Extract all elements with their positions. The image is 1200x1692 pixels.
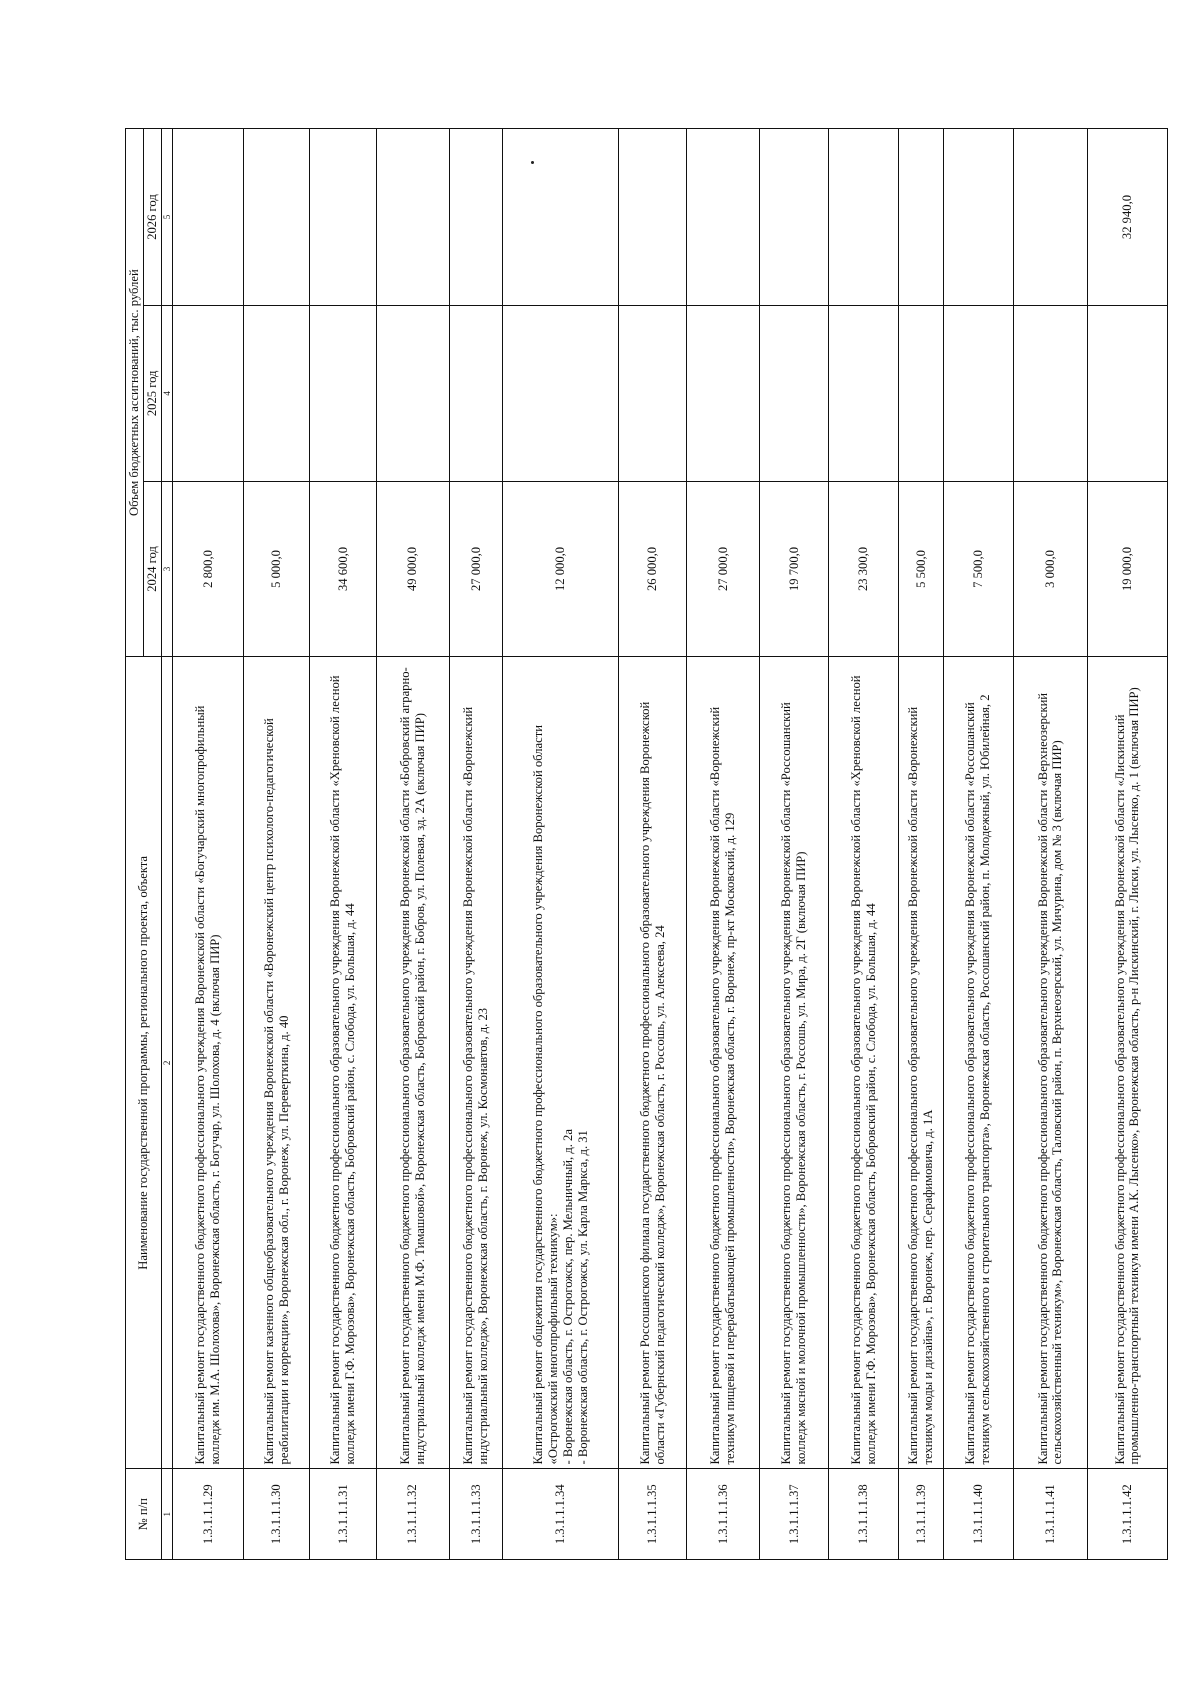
- index-cell: 1: [161, 1469, 172, 1560]
- table-row: [899, 129, 943, 1560]
- row-number: 1.3.1.1.1.41: [1013, 1469, 1087, 1560]
- object-name: [619, 657, 687, 1469]
- object-name: [244, 657, 310, 1469]
- value-y2025: [449, 306, 503, 482]
- table-row: [943, 129, 1013, 1560]
- index-cell: 2: [161, 657, 172, 1469]
- value-y2025: [1013, 306, 1087, 482]
- address-line: - Воронежская область, г. Острогожск, ул. Карла Маркса, д. 31: [575, 1130, 590, 1465]
- header-2024: 2024 год: [144, 481, 162, 657]
- object-name-text: Капитальный ремонт государственного бюджетного профессионального образовательного учреждения Воронежской области «Верхнеозерский сельскохозяйственный техникум», Воронежская область, Таловский район, п. Верхнеозерский, ул. Мичурина, дом № 3 (включая ПИР): [1035, 692, 1065, 1465]
- index-cell: 5: [161, 129, 172, 306]
- value-y2026: [899, 129, 943, 306]
- value-y2024: 3 000,0: [1013, 481, 1087, 657]
- value-y2026: [172, 129, 244, 306]
- value-y2025: [619, 306, 687, 482]
- value-y2026: [619, 129, 687, 306]
- value-y2025: [503, 306, 619, 482]
- value-y2024: 7 500,0: [943, 481, 1013, 657]
- value-y2026: [943, 129, 1013, 306]
- object-name-text: Капитальный ремонт Россошанского филиала государственного бюджетного профессионального образовательного учреждения Воронежской области «Губернский педагогический колледж», Воронежская область, г. Россошь, ул. Алексеева, 24: [637, 701, 667, 1465]
- value-y2024: 2 800,0: [172, 481, 244, 657]
- value-y2025: [899, 306, 943, 482]
- value-y2024: 5 000,0: [244, 481, 310, 657]
- object-name: [172, 657, 244, 1469]
- table-row: [172, 129, 244, 1560]
- table-row: [310, 129, 377, 1560]
- object-name-text: Капитальный ремонт государственного бюджетного профессионального учреждения Воронежской области «Богучарский многопрофильный колледж им. М.А. Шолохова», Воронежская область, г. Богучар, ул. Шолохова, д. 4 (включая ПИР): [193, 705, 223, 1465]
- object-name-text: Капитальный ремонт государственного бюджетного профессионального образовательного учреждения Воронежской области «Хреновской лесной колледж имени Г.Ф. Морозова», Воронежская область, Бобровский район, с. Слобода, ул. Большая, д. 44: [328, 675, 357, 1465]
- table-row: [376, 129, 449, 1560]
- header-budget-group: Объем бюджетных ассигнований, тыс. рублей: [126, 129, 144, 657]
- value-y2025: [1087, 306, 1167, 482]
- value-y2025: [687, 306, 760, 482]
- row-number: 1.3.1.1.1.39: [899, 1469, 943, 1560]
- object-name-text: Капитальный ремонт государственного бюджетного профессионального образовательного учреждения Воронежской области «Воронежский техникум моды и дизайна», г. Воронеж, пер. Серафимовича, д. 1А: [906, 706, 936, 1465]
- object-name: [759, 657, 828, 1469]
- column-index-row: [161, 129, 172, 1560]
- value-y2026: 32 940,0: [1087, 129, 1167, 306]
- value-y2026: [1013, 129, 1087, 306]
- address-line: - Воронежская область, г. Острогожск, пер. Мельничный, д. 2а: [560, 1129, 575, 1465]
- object-name: [1087, 657, 1167, 1469]
- object-name: [943, 657, 1013, 1469]
- table-row: [759, 129, 828, 1560]
- row-number: 1.3.1.1.1.42: [1087, 1469, 1167, 1560]
- row-number: 1.3.1.1.1.34: [503, 1469, 619, 1560]
- header-num: № п/п: [126, 1469, 162, 1560]
- value-y2024: 12 000,0: [503, 481, 619, 657]
- value-y2024: 23 300,0: [829, 481, 899, 657]
- value-y2025: [244, 306, 310, 482]
- object-name: [829, 657, 899, 1469]
- object-name: [449, 657, 503, 1469]
- object-name: [687, 657, 760, 1469]
- value-y2024: 5 500,0: [899, 481, 943, 657]
- budget-table: [125, 128, 1168, 1560]
- row-number: 1.3.1.1.1.29: [172, 1469, 244, 1560]
- object-name: [376, 657, 449, 1469]
- value-y2025: [829, 306, 899, 482]
- header-name: Наименование государственной программы, регионального проекта, объекта: [126, 657, 162, 1469]
- object-name: [1013, 657, 1087, 1469]
- value-y2024: 27 000,0: [687, 481, 760, 657]
- table-row: [1087, 129, 1167, 1560]
- object-name-text: Капитальный ремонт государственного бюджетного профессионального образовательного учреждения Воронежской области «Россошанский техникум сельскохозяйственного и строительного транспорта», Воронежская область, Россошанский район, п. Молодежный, ул. Юбилейная, 2: [963, 694, 993, 1465]
- row-number: 1.3.1.1.1.37: [759, 1469, 828, 1560]
- object-name-text: Капитальный ремонт государственного бюджетного профессионального образовательного учреждения Воронежской области «Воронежский индустриальный колледж», Воронежская область, г. Воронеж, ул. Космонавтов, д. 23: [461, 706, 490, 1465]
- index-cell: 3: [161, 481, 172, 657]
- rotated-document-page: [125, 128, 1168, 1560]
- table-row: [619, 129, 687, 1560]
- value-y2026: [687, 129, 760, 306]
- table-row: [244, 129, 310, 1560]
- table-row: [687, 129, 760, 1560]
- object-name: [310, 657, 377, 1469]
- object-name-text: Капитальный ремонт государственного бюджетного профессионального образовательного учреждения Воронежской области «Бобровский аграрно-индустриальный колледж имени М.Ф. Тимашовой», Воронежская область, Бобровский район, г. Бобров, ул. Полевая, зд. 2А (включая ПИР): [397, 667, 427, 1465]
- object-name-text: Капитальный ремонт общежития государственного бюджетного профессионального образовательного учреждения Воронежской области «Острогожский многопрофильный техникум»:: [530, 725, 560, 1465]
- object-name-text: Капитальный ремонт государственного бюджетного профессионального образовательного учреждения Воронежской области «Россошанский колледж мясной и молочной промышленности», Воронежская область, г. Россошь, ул. Мира, д. 2Г (включая ПИР): [779, 702, 808, 1465]
- row-number: 1.3.1.1.1.38: [829, 1469, 899, 1560]
- value-y2024: 49 000,0: [376, 481, 449, 657]
- value-y2026: [829, 129, 899, 306]
- row-number: 1.3.1.1.1.30: [244, 1469, 310, 1560]
- value-y2026: [449, 129, 503, 306]
- row-number: 1.3.1.1.1.32: [376, 1469, 449, 1560]
- table-row: [1013, 129, 1087, 1560]
- value-y2025: [759, 306, 828, 482]
- value-y2024: 27 000,0: [449, 481, 503, 657]
- row-number: 1.3.1.1.1.35: [619, 1469, 687, 1560]
- object-name-text: Капитальный ремонт государственного бюджетного профессионального образовательного учреждения Воронежской области «Воронежский техникум пищевой и перерабатывающей промышленности», Воронежская область, г. Воронеж, пр-кт Московский, д. 129: [708, 706, 737, 1465]
- value-y2025: [943, 306, 1013, 482]
- value-y2025: [376, 306, 449, 482]
- row-number: 1.3.1.1.1.40: [943, 1469, 1013, 1560]
- value-y2026: [376, 129, 449, 306]
- value-y2024: 19 000,0: [1087, 481, 1167, 657]
- value-y2025: [310, 306, 377, 482]
- object-name: [899, 657, 943, 1469]
- value-y2024: 34 600,0: [310, 481, 377, 657]
- object-name: [503, 657, 619, 1469]
- header-2025: 2025 год: [144, 306, 162, 482]
- table-row: [449, 129, 503, 1560]
- object-name-text: Капитальный ремонт государственного бюджетного профессионального образовательного учреждения Воронежской области «Лискинский промышленно-транспортный техникум имени А.К. Лысенко», Воронежская область, р-н Лискинский, г. Лиски, ул. Лысенко, д. 1 (включая ПИР): [1112, 687, 1142, 1465]
- object-name-text: Капитальный ремонт казенного общеобразовательного учреждения Воронежской области «Воронежский центр психолого-педагогической реабилитации и коррекции», Воронежская обл., г. Воронеж, ул. Переверткина, д. 40: [261, 718, 291, 1465]
- value-y2025: [172, 306, 244, 482]
- table-row: [829, 129, 899, 1560]
- value-y2026: [244, 129, 310, 306]
- value-y2024: 26 000,0: [619, 481, 687, 657]
- value-y2024: 19 700,0: [759, 481, 828, 657]
- value-y2026: [759, 129, 828, 306]
- row-number: 1.3.1.1.1.31: [310, 1469, 377, 1560]
- object-name-text: Капитальный ремонт государственного бюджетного профессионального образовательного учреждения Воронежской области «Хреновской лесной колледж имени Г.Ф. Морозова», Воронежская область, Бобровский район, с. Слобода, ул. Большая, д. 44: [848, 675, 878, 1465]
- row-number: 1.3.1.1.1.33: [449, 1469, 503, 1560]
- row-number: 1.3.1.1.1.36: [687, 1469, 760, 1560]
- table-row: [503, 129, 619, 1560]
- value-y2026: [310, 129, 377, 306]
- index-cell: 4: [161, 306, 172, 482]
- value-y2026: [503, 129, 619, 306]
- header-2026: 2026 год: [144, 129, 162, 306]
